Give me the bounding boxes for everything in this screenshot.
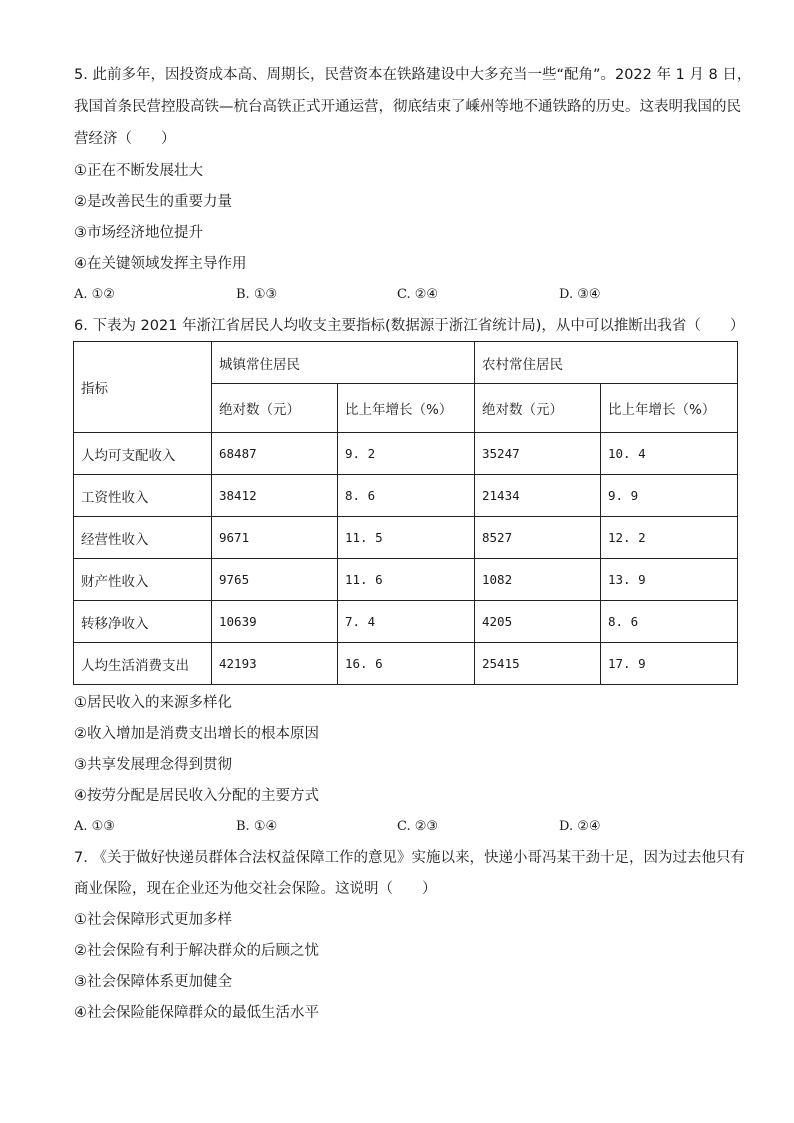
row-label: 人均可支配收入 <box>74 433 212 475</box>
q6-statement-2: ②收入增加是消费支出增长的根本原因 <box>74 726 319 742</box>
header-rural-group: 农村常住居民 <box>475 342 738 384</box>
cell-rural-abs: 21434 <box>475 475 601 517</box>
q5-stem-line-3: 营经济（ ） <box>74 131 176 147</box>
cell-urban-growth: 11. 6 <box>338 559 475 601</box>
header-indicator: 指标 <box>74 342 212 433</box>
q5-statement-4: ④在关键领域发挥主导作用 <box>74 256 247 272</box>
q5-option-a[interactable]: A. ①② <box>74 287 115 302</box>
row-label: 人均生活消费支出 <box>74 643 212 685</box>
cell-rural-abs: 4205 <box>475 601 601 643</box>
cell-urban-abs: 10639 <box>212 601 338 643</box>
income-stats-table <box>73 341 738 685</box>
cell-rural-growth: 12. 2 <box>601 517 738 559</box>
cell-rural-growth: 9. 9 <box>601 475 738 517</box>
cell-urban-growth: 16. 6 <box>338 643 475 685</box>
q5-options <box>74 285 734 305</box>
q5-stem-line-2: 我国首条民营控股高铁—杭台高铁正式开通运营，彻底结束了嵊州等地不通铁路的历史。这表明我国的民 <box>74 99 741 115</box>
table-row <box>74 559 738 601</box>
cell-urban-growth: 8. 6 <box>338 475 475 517</box>
cell-rural-growth: 10. 4 <box>601 433 738 475</box>
header-rural-abs: 绝对数（元） <box>475 384 601 433</box>
cell-urban-abs: 68487 <box>212 433 338 475</box>
q6-option-b[interactable]: B. ①④ <box>236 819 278 834</box>
q5-statement-2: ②是改善民生的重要力量 <box>74 194 232 210</box>
q6-option-a[interactable]: A. ①③ <box>74 819 115 834</box>
q5-statement-1: ①正在不断发展壮大 <box>74 163 203 179</box>
q6-statement-1: ①居民收入的来源多样化 <box>74 695 232 711</box>
q6-option-c[interactable]: C. ②③ <box>397 819 439 834</box>
cell-urban-growth: 7. 4 <box>338 601 475 643</box>
q6-option-d[interactable]: D. ②④ <box>559 819 601 834</box>
table-row <box>74 475 738 517</box>
cell-urban-growth: 11. 5 <box>338 517 475 559</box>
cell-rural-abs: 8527 <box>475 517 601 559</box>
q6-options <box>74 817 734 837</box>
header-rural-growth: 比上年增长（%） <box>601 384 738 433</box>
q7-statement-1: ①社会保障形式更加多样 <box>74 912 232 928</box>
cell-urban-abs: 9671 <box>212 517 338 559</box>
row-label: 财产性收入 <box>74 559 212 601</box>
row-label: 经营性收入 <box>74 517 212 559</box>
header-urban-group: 城镇常住居民 <box>212 342 475 384</box>
row-label: 转移净收入 <box>74 601 212 643</box>
q7-stem-line-2: 商业保险，现在企业还为他交社会保险。这说明（ ） <box>74 881 437 897</box>
q5-option-d[interactable]: D. ③④ <box>559 287 601 302</box>
cell-rural-growth: 13. 9 <box>601 559 738 601</box>
q7-statement-4: ④社会保险能保障群众的最低生活水平 <box>74 1005 319 1021</box>
q6-statement-3: ③共享发展理念得到贯彻 <box>74 757 232 773</box>
cell-rural-growth: 8. 6 <box>601 601 738 643</box>
row-label: 工资性收入 <box>74 475 212 517</box>
cell-urban-abs: 9765 <box>212 559 338 601</box>
cell-rural-abs: 35247 <box>475 433 601 475</box>
table-header-row <box>74 342 738 384</box>
q7-stem-line-1: 7. 《关于做好快递员群体合法权益保障工作的意见》实施以来，快递小哥冯某干劲十足，因为过去他只有 <box>74 850 745 866</box>
q5-option-c[interactable]: C. ②④ <box>397 287 439 302</box>
table-row <box>74 643 738 685</box>
q5-option-b[interactable]: B. ①③ <box>236 287 278 302</box>
q5-stem-line-1: 5. 此前多年，因投资成本高、周期长，民营资本在铁路建设中大多充当一些“配角”。2022 年 1 月 8 日， <box>74 67 752 83</box>
cell-urban-growth: 9. 2 <box>338 433 475 475</box>
q5-statement-3: ③市场经济地位提升 <box>74 225 203 241</box>
table-row <box>74 433 738 475</box>
header-urban-abs: 绝对数（元） <box>212 384 338 433</box>
cell-rural-abs: 25415 <box>475 643 601 685</box>
q6-stem-line-1: 6. 下表为 2021 年浙江省居民人均收支主要指标(数据源于浙江省统计局)，从中可以推断出我省（ ） <box>74 318 745 334</box>
table-row <box>74 517 738 559</box>
q7-statement-3: ③社会保障体系更加健全 <box>74 974 232 990</box>
cell-rural-abs: 1082 <box>475 559 601 601</box>
q6-statement-4: ④按劳分配是居民收入分配的主要方式 <box>74 788 319 804</box>
cell-urban-abs: 38412 <box>212 475 338 517</box>
cell-urban-abs: 42193 <box>212 643 338 685</box>
header-urban-growth: 比上年增长（%） <box>338 384 475 433</box>
table-row <box>74 601 738 643</box>
cell-rural-growth: 17. 9 <box>601 643 738 685</box>
q7-statement-2: ②社会保险有利于解决群众的后顾之忧 <box>74 943 319 959</box>
